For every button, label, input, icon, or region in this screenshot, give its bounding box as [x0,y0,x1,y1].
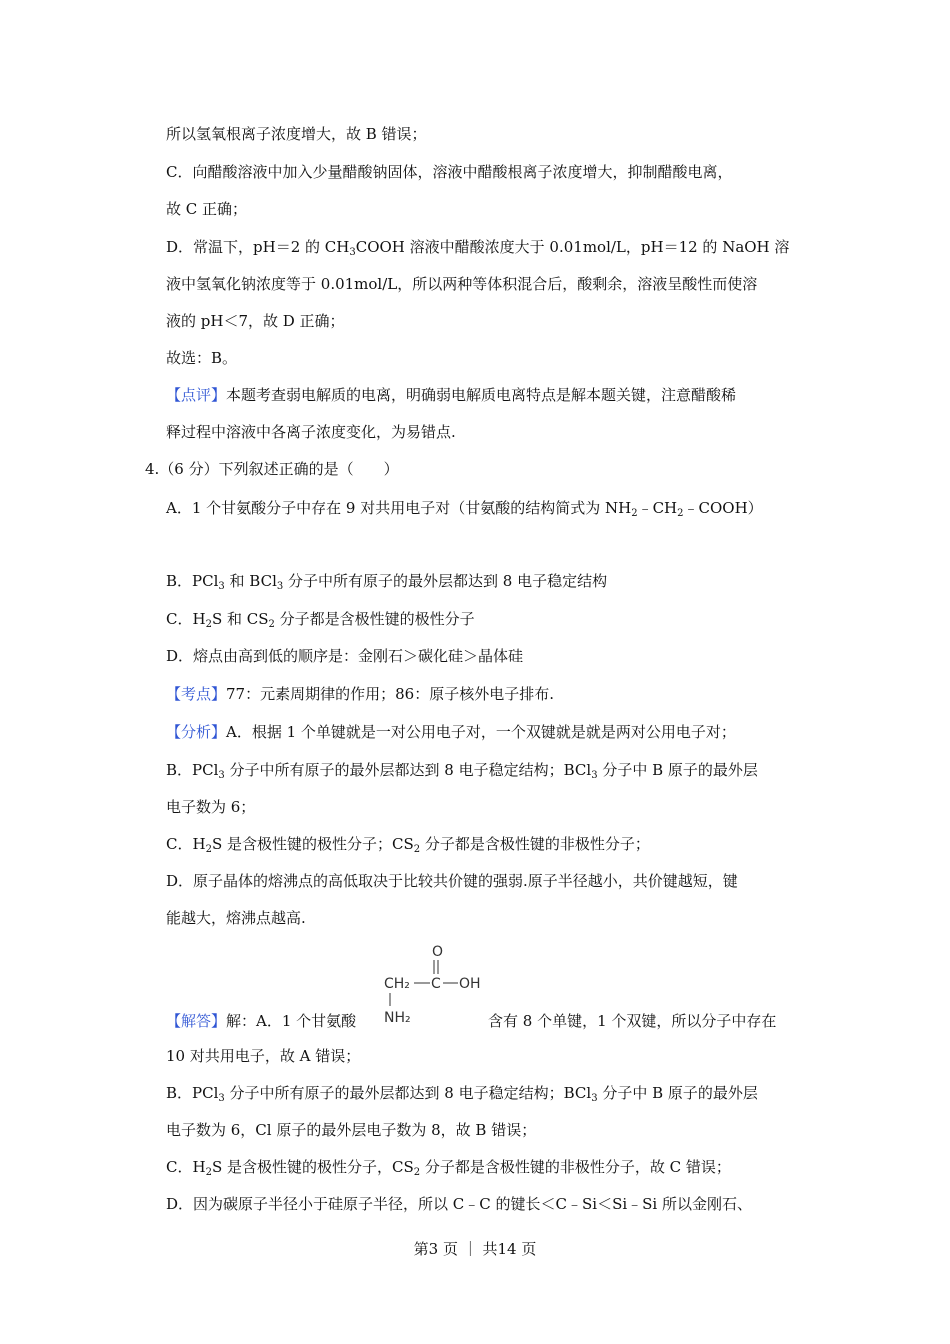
option-d: D．熔点由高到低的顺序是：金刚石＞碳化硅＞晶体硅 [166,647,524,665]
text-line: B．PCl$_3$ 分子中所有原子的最外层都达到 8 电子稳定结构；BCl$_3$ 分子中 B 原子的最外层 [166,1084,758,1104]
question-4: 4.（6 分）下列叙述正确的是（ ） [145,460,399,478]
text-line: D．常温下，pH＝2 的 $CH_3COOH$ 溶液中醋酸浓度大于 0.01mol/L，pH＝12 的 NaOH 溶 [166,238,790,258]
text-line: 能越大，熔沸点越高. [166,909,306,927]
comment-tag: 【点评】 [166,386,227,404]
jieda-line: 【解答】解：A．1 个甘氨酸 [166,1012,357,1030]
jieda-tag: 【解答】 [166,1012,227,1030]
kaodian-tag: 【考点】 [166,685,227,703]
fenxi-tag: 【分析】 [166,723,227,741]
option-b: B．PCl$_3$ 和 BCl$_3$ 分子中所有原子的最外层都达到 8 电子稳定结构 [166,572,608,592]
text-line: 10 对共用电子，故 A 错误； [166,1047,361,1065]
mol-nh2: NH₂ [384,1010,411,1026]
mol-ch2: CH₂ [384,976,410,992]
kaodian-line: 【考点】77：元素周期律的作用；86：原子核外电子排布. [166,685,554,703]
text-line: 释过程中溶液中各离子浓度变化，为易错点. [166,423,456,441]
mol-c: C [431,976,441,992]
text-line: 液中氢氧化钠浓度等于 0.01mol/L，所以两种等体积混合后，酸剩余，溶液呈酸性而使溶 [166,275,758,293]
mol-oh: OH [459,976,481,992]
glycine-structure-image [370,940,500,1030]
text-line: D．原子晶体的熔沸点的高低取决于比较共价键的强弱.原子半径越小，共价键越短，键 [166,872,738,890]
text-line: 电子数为 6，Cl 原子的最外层电子数为 8，故 B 错误； [166,1121,537,1139]
text-line: D．因为碳原子半径小于硅原子半径，所以 C﹣C 的键长＜C﹣Si＜Si﹣Si 所以金刚石、 [166,1195,752,1213]
text-line: 电子数为 6； [166,798,256,816]
option-a: A．1 个甘氨酸分子中存在 9 对共用电子对（甘氨酸的结构简式为 $NH_2﹣CH_2﹣COOH$） [166,499,763,519]
fenxi-line: 【分析】A．根据 1 个单键就是一对公用电子对，一个双键就是就是两对公用电子对； [166,723,736,741]
text-line: C．$H_2S$ 是含极性键的极性分子，$CS_2$ 分子都是含极性键的非极性分子，故 C 错误； [166,1158,731,1178]
text-line: 故 C 正确； [166,200,248,218]
text-line: C．向醋酸溶液中加入少量醋酸钠固体，溶液中醋酸根离子浓度增大，抑制醋酸电离， [166,163,733,181]
text-line: 含有 8 个单键，1 个双键，所以分子中存在 [488,1012,777,1030]
option-c: C．$H_2S$ 和 $CS_2$ 分子都是含极性键的极性分子 [166,610,475,630]
mol-o: O [432,944,444,960]
text-line: 液的 pH＜7，故 D 正确； [166,312,345,330]
text-line: 故选：B。 [166,349,238,367]
text-line: 所以氢氧根离子浓度增大，故 B 错误； [166,125,427,143]
text-line: B．PCl$_3$ 分子中所有原子的最外层都达到 8 电子稳定结构；BCl$_3$ 分子中 B 原子的最外层 [166,761,758,781]
comment-line: 【点评】本题考查弱电解质的电离，明确弱电解质电离特点是解本题关键，注意醋酸稀 [166,386,737,404]
page-footer: 第3 页 ｜ 共14 页 [413,1240,537,1258]
text-line: C．$H_2S$ 是含极性键的极性分子；$CS_2$ 分子都是含极性键的非极性分子； [166,835,650,855]
